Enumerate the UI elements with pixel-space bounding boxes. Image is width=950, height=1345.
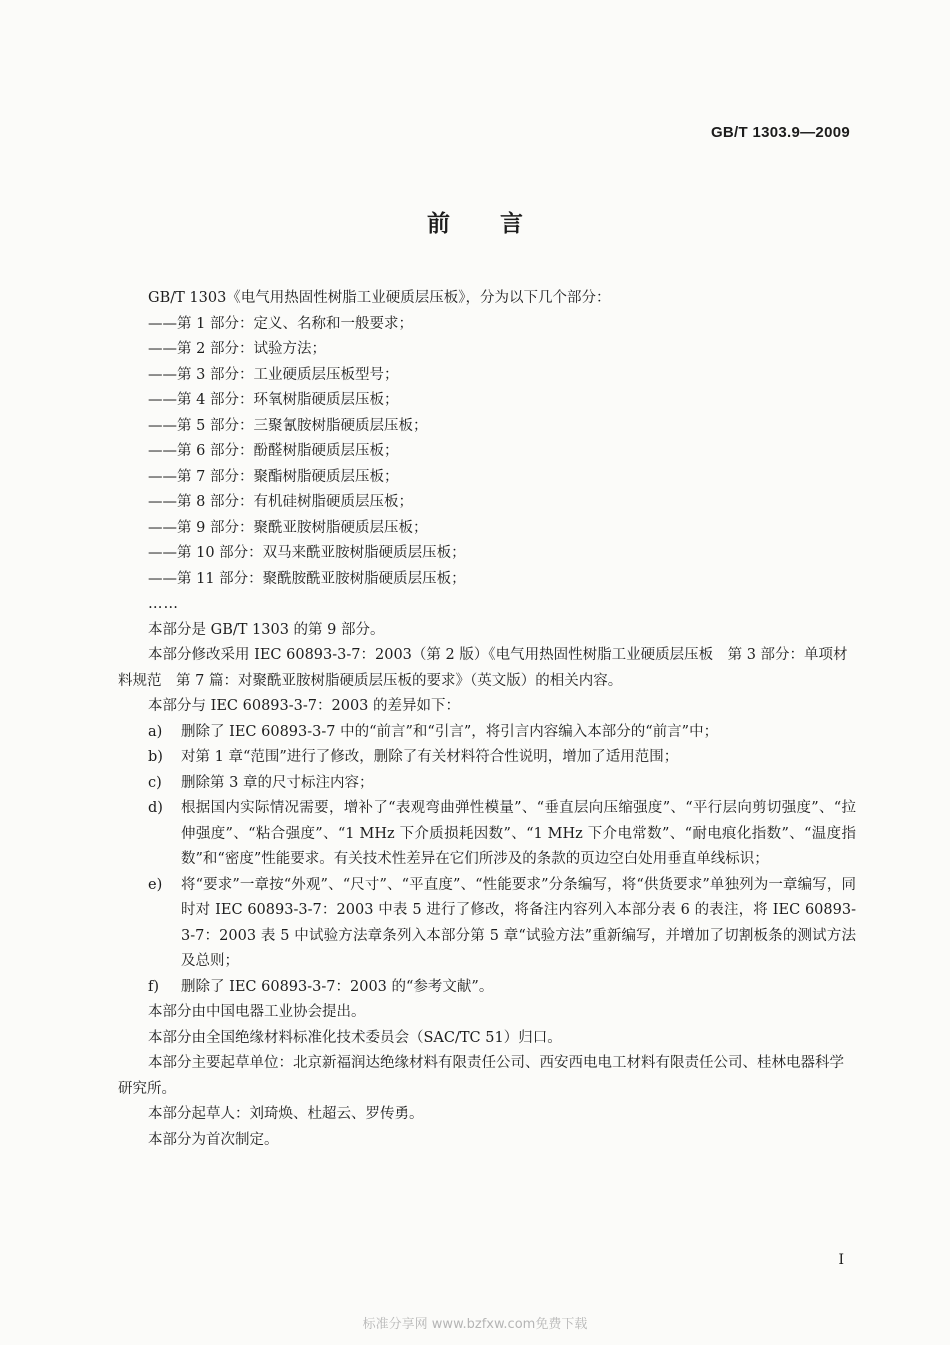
standard-code: GB/T 1303.9—2009 [710,124,850,141]
item-text: 对第 1 章“范围”进行了修改，删除了有关材料符合性说明，增加了适用范围； [181,749,679,765]
watermark-text: 标准分享网 www.bzfxw.com免费下载 [362,1317,588,1332]
list-ellipsis: …… [148,596,179,612]
difference-item [118,873,856,975]
part-list-item: ——第 11 部分：聚酰胺酰亚胺树脂硬质层压板； [148,570,466,587]
item-text: 删除了 IEC 60893-3-7 中的“前言”和“引言”，将引言内容编入本部分的“前言”中； [181,723,719,740]
difference-item [118,720,856,746]
drafting-units-paragraph: 本部分主要起草单位：北京新福润达绝缘材料有限责任公司、西安西电电工材料有限责任公司、桂林电器科学研究所。 [118,1055,844,1097]
difference-item [118,975,856,1001]
differences-intro: 本部分与 IEC 60893-3-7：2003 的差异如下： [148,698,461,714]
part-list-item: ——第 1 部分：定义、名称和一般要求； [148,315,413,332]
centralized-by-paragraph: 本部分由全国绝缘材料标准化技术委员会（SAC/TC 51）归口。 [148,1029,562,1046]
item-text: 删除了 IEC 60893-3-7：2003 的“参考文献”。 [181,978,494,995]
item-marker: e) [148,876,163,893]
difference-item [118,771,856,797]
part-list-item: ——第 4 部分：环氧树脂硬质层压板； [148,392,399,408]
part-list-item: ——第 8 部分：有机硅树脂硬质层压板； [148,494,413,510]
proposed-by-paragraph: 本部分由中国电器工业协会提出。 [148,1004,366,1020]
part-list-item: ——第 9 部分：聚酰亚胺树脂硬质层压板； [148,519,428,536]
part-list-item: ——第 7 部分：聚酯树脂硬质层压板； [148,468,399,485]
adoption-paragraph: 本部分修改采用 IEC 60893-3-7：2003（第 2 版）《电气用热固性树脂工业硬质层压板 第 3 部分：单项材料规范 第 7 篇：对聚酰亚胺树脂硬质层压板的要求》（英文版）的相关内容。 [118,647,848,689]
item-marker: d) [148,800,163,816]
item-text: 删除第 3 章的尺寸标注内容； [181,774,374,791]
part-list-item: ——第 2 部分：试验方法； [148,341,326,357]
item-text: 将“要求”一章按“外观”、“尺寸”、“平直度”、“性能要求”分条编写，将“供货要求”单独列为一章编写，同时对 IEC 60893-3-7：2003 中表 5 进行了修改，将备注内容列入本部分表 6 的表注，将 IEC 60893-3-7：2003 表 5 中试验方法章条列入本部分第 5 章“试验方法”重新编写，并增加了切割板条的测试方法及总则； [181,876,856,969]
part-list-item: ——第 5 部分：三聚氰胺树脂硬质层压板； [148,417,428,434]
intro-paragraph: GB/T 1303《电气用热固性树脂工业硬质层压板》，分为以下几个部分： [148,290,611,306]
part-list-item: ——第 6 部分：酚醛树脂硬质层压板； [148,443,399,459]
difference-item [118,796,856,873]
part-list-item: ——第 3 部分：工业硬质层压板型号； [148,366,399,383]
item-marker: b) [148,749,163,765]
item-text: 根据国内实际情况需要，增补了“表观弯曲弹性模量”、“垂直层向压缩强度”、“平行层向剪切强度”、“拉伸强度”、“粘合强度”、“1 MHz 下介质损耗因数”、“1 MHz 下介电常数”、“耐电痕化指数”、“温度指数”和“密度”性能要求。有关技术性差异在它们所涉及的条款的页边空白处用垂直单线标识； [181,800,856,867]
item-marker: a) [148,723,163,740]
difference-item [118,745,856,771]
part-number-paragraph: 本部分是 GB/T 1303 的第 9 部分。 [148,621,385,638]
drafters-paragraph: 本部分起草人：刘琦焕、杜超云、罗传勇。 [148,1106,424,1122]
page-number: I [838,1252,844,1268]
page-title: 前言 [427,211,573,237]
first-edition-paragraph: 本部分为首次制定。 [148,1131,279,1148]
item-marker: f) [148,978,160,995]
document-body [118,286,856,1153]
part-list-item: ——第 10 部分：双马来酰亚胺树脂硬质层压板； [148,545,466,561]
item-marker: c) [148,774,162,791]
